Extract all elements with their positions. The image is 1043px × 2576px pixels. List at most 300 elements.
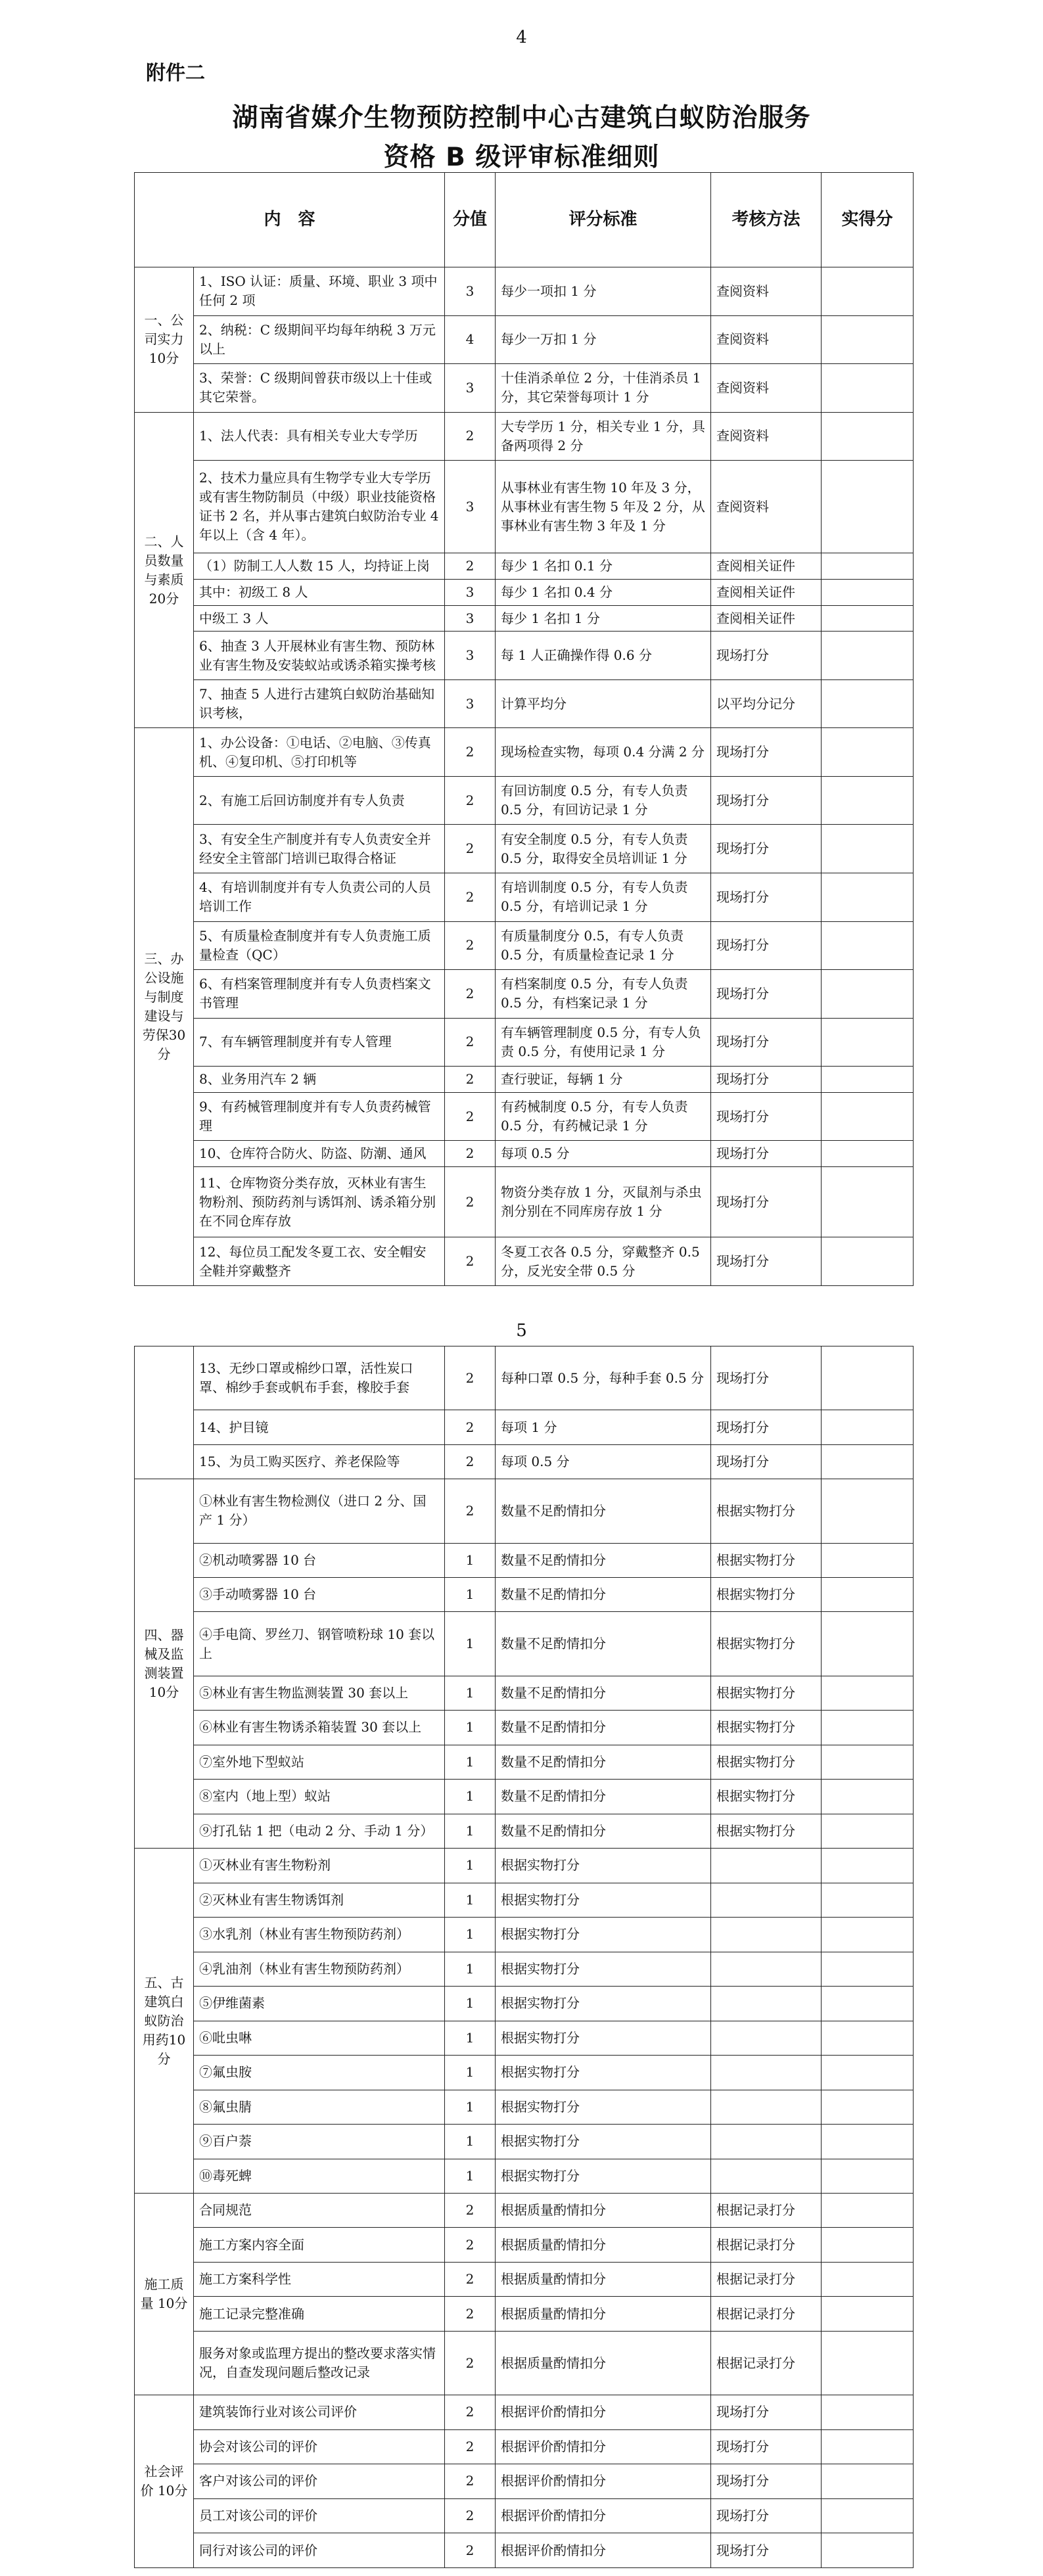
category-cell (135, 1346, 194, 1479)
method-cell: 根据记录打分 (711, 2194, 822, 2228)
actual-score-cell (822, 553, 914, 580)
header-content: 内 容 (135, 173, 445, 267)
method-cell: 现场打分 (711, 1018, 822, 1067)
actual-score-cell (822, 364, 914, 413)
method-cell: 查阅资料 (711, 461, 822, 553)
header-standard: 评分标准 (496, 173, 711, 267)
content-cell: 7、抽查 5 人进行古建筑白蚁防治基础知识考核， (194, 679, 445, 728)
table-row (135, 1987, 914, 2021)
standard-cell: 数量不足酌情扣分 (496, 1711, 711, 1745)
actual-score-cell (822, 1141, 914, 1167)
method-cell (711, 2056, 822, 2090)
table-row (135, 605, 914, 632)
score-cell: 2 (445, 1479, 496, 1543)
standard-cell: 数量不足酌情扣分 (496, 1745, 711, 1779)
method-cell: 查阅相关证件 (711, 605, 822, 632)
standard-cell: 每项 0.5 分 (496, 1141, 711, 1167)
actual-score-cell (822, 2331, 914, 2395)
score-cell: 1 (445, 1987, 496, 2021)
standard-cell: 根据质量酌情扣分 (496, 2194, 711, 2228)
actual-score-cell (822, 1067, 914, 1093)
score-cell: 1 (445, 2125, 496, 2159)
score-cell: 3 (445, 679, 496, 728)
method-cell: 查阅资料 (711, 364, 822, 413)
table-row (135, 1952, 914, 1986)
score-cell: 1 (445, 1612, 496, 1676)
actual-score-cell (822, 1814, 914, 1848)
content-cell: ①林业有害生物检测仪（进口 2 分、国产 1 分） (194, 1479, 445, 1543)
actual-score-cell (822, 2194, 914, 2228)
actual-score-cell (822, 2533, 914, 2568)
table-row (135, 2228, 914, 2262)
table-row (135, 1676, 914, 1710)
table-row (135, 1067, 914, 1093)
standard-cell: 根据实物打分 (496, 1883, 711, 1917)
table-row (135, 1780, 914, 1814)
score-cell: 1 (445, 2056, 496, 2090)
score-cell: 2 (445, 2533, 496, 2568)
standard-cell: 每少 1 名扣 0.4 分 (496, 580, 711, 606)
score-cell: 2 (445, 2194, 496, 2228)
method-cell: 根据记录打分 (711, 2228, 822, 2262)
content-cell: 客户对该公司的评价 (194, 2464, 445, 2498)
table-row (135, 2533, 914, 2568)
table-row (135, 728, 914, 777)
table-row (135, 553, 914, 580)
method-cell: 查阅资料 (711, 412, 822, 461)
actual-score-cell (822, 1883, 914, 1917)
standard-cell: 根据质量酌情扣分 (496, 2262, 711, 2296)
standard-cell: 数量不足酌情扣分 (496, 1780, 711, 1814)
score-cell: 3 (445, 267, 496, 316)
method-cell: 查阅资料 (711, 315, 822, 364)
table-row (135, 1018, 914, 1067)
content-cell: 10、仓库符合防火、防盗、防潮、通风 (194, 1141, 445, 1167)
content-cell: ⑤伊维菌素 (194, 1987, 445, 2021)
standard-cell: 根据实物打分 (496, 1918, 711, 1952)
standard-cell: 数量不足酌情扣分 (496, 1676, 711, 1710)
standard-cell: 查行驶证，每辆 1 分 (496, 1067, 711, 1093)
score-cell: 2 (445, 2228, 496, 2262)
document-title-line2: 资格 B 级评审标准细则 (383, 143, 660, 172)
actual-score-cell (822, 2125, 914, 2159)
standard-cell: 根据质量酌情扣分 (496, 2228, 711, 2262)
actual-score-cell (822, 873, 914, 922)
table-row (135, 1092, 914, 1141)
method-cell: 查阅相关证件 (711, 553, 822, 580)
actual-score-cell (822, 1711, 914, 1745)
table-row (135, 2194, 914, 2228)
standard-cell: 有档案制度 0.5 分，有专人负责 0.5 分，有档案记录 1 分 (496, 970, 711, 1019)
standard-cell: 有药械制度 0.5 分，有专人负责 0.5 分，有药械记录 1 分 (496, 1092, 711, 1141)
table-row (135, 1346, 914, 1410)
actual-score-cell (822, 1577, 914, 1611)
method-cell (711, 1883, 822, 1917)
content-cell: 13、无纱口罩或棉纱口罩，活性炭口罩、棉纱手套或帆布手套，橡胶手套 (194, 1346, 445, 1410)
score-cell: 1 (445, 1780, 496, 1814)
score-cell: 1 (445, 2021, 496, 2055)
standard-cell: 有培训制度 0.5 分，有专人负责 0.5 分，有培训记录 1 分 (496, 873, 711, 922)
score-cell: 1 (445, 1814, 496, 1848)
method-cell: 现场打分 (711, 970, 822, 1019)
actual-score-cell (822, 1167, 914, 1237)
content-cell: 同行对该公司的评价 (194, 2533, 445, 2568)
method-cell: 现场打分 (711, 921, 822, 970)
method-cell: 根据实物打分 (711, 1543, 822, 1577)
content-cell: 1、ISO 认证：质量、环境、职业 3 项中任何 2 项 (194, 267, 445, 316)
actual-score-cell (822, 1918, 914, 1952)
method-cell: 查阅相关证件 (711, 580, 822, 606)
score-cell: 2 (445, 1167, 496, 1237)
score-cell: 2 (445, 970, 496, 1019)
table-row (135, 2429, 914, 2464)
table-row (135, 315, 914, 364)
header-method: 考核方法 (711, 173, 822, 267)
actual-score-cell (822, 2498, 914, 2533)
table-row (135, 632, 914, 680)
method-cell: 根据记录打分 (711, 2331, 822, 2395)
method-cell: 现场打分 (711, 776, 822, 825)
content-cell: 7、有车辆管理制度并有专人管理 (194, 1018, 445, 1067)
score-cell: 3 (445, 605, 496, 632)
content-cell: 6、有档案管理制度并有专人负责档案文书管理 (194, 970, 445, 1019)
method-cell: 根据实物打分 (711, 1676, 822, 1710)
actual-score-cell (822, 1410, 914, 1444)
score-cell: 2 (445, 2297, 496, 2331)
table-row (135, 1612, 914, 1676)
table-row (135, 2464, 914, 2498)
content-cell: ⑤林业有害生物监测装置 30 套以上 (194, 1676, 445, 1710)
standard-cell: 数量不足酌情扣分 (496, 1577, 711, 1611)
header-score: 分值 (445, 173, 496, 267)
standard-cell: 根据实物打分 (496, 1849, 711, 1883)
score-cell: 2 (445, 1067, 496, 1093)
standard-cell: 有车辆管理制度 0.5 分，有专人负责 0.5 分，有使用记录 1 分 (496, 1018, 711, 1067)
method-cell: 现场打分 (711, 2498, 822, 2533)
method-cell: 根据实物打分 (711, 1814, 822, 1848)
actual-score-cell (822, 728, 914, 777)
table-row (135, 2331, 914, 2395)
score-cell: 1 (445, 1676, 496, 1710)
content-cell: 施工方案科学性 (194, 2262, 445, 2296)
score-cell: 2 (445, 921, 496, 970)
content-cell: ⑨百户萘 (194, 2125, 445, 2159)
table-row (135, 1543, 914, 1577)
content-cell: 5、有质量检查制度并有专人负责施工质量检查（QC） (194, 921, 445, 970)
page-number: 5 (516, 1321, 527, 1341)
category-cell: 四、器械及监测装置10分 (135, 1479, 194, 1849)
actual-score-cell (822, 776, 914, 825)
table-row (135, 2090, 914, 2124)
content-cell: ⑧氟虫腈 (194, 2090, 445, 2124)
actual-score-cell (822, 921, 914, 970)
method-cell (711, 2021, 822, 2055)
table-row (135, 2125, 914, 2159)
score-cell: 1 (445, 1745, 496, 1779)
table-row (135, 364, 914, 413)
score-cell: 2 (445, 2429, 496, 2464)
content-cell: 施工方案内容全面 (194, 2228, 445, 2262)
table-row (135, 267, 914, 316)
standard-cell: 大专学历 1 分，相关专业 1 分，具备两项得 2 分 (496, 412, 711, 461)
actual-score-cell (822, 2090, 914, 2124)
actual-score-cell (822, 970, 914, 1019)
method-cell: 根据实物打分 (711, 1780, 822, 1814)
content-cell: 2、纳税：C 级期间平均每年纳税 3 万元以上 (194, 315, 445, 364)
content-cell: 3、荣誉：C 级期间曾获市级以上十佳或其它荣誉。 (194, 364, 445, 413)
actual-score-cell (822, 679, 914, 728)
score-cell: 2 (445, 1444, 496, 1479)
score-cell: 2 (445, 1237, 496, 1286)
actual-score-cell (822, 580, 914, 606)
standard-cell: 物资分类存放 1 分，灭鼠剂与杀虫剂分别在不同库房存放 1 分 (496, 1167, 711, 1237)
method-cell: 根据实物打分 (711, 1577, 822, 1611)
score-cell: 2 (445, 1410, 496, 1444)
content-cell: 其中：初级工 8 人 (194, 580, 445, 606)
actual-score-cell (822, 2464, 914, 2498)
score-cell: 1 (445, 1952, 496, 1986)
table-row (135, 2297, 914, 2331)
method-cell (711, 1918, 822, 1952)
actual-score-cell (822, 632, 914, 680)
category-cell: 二、人员数量与素质20分 (135, 412, 194, 728)
content-cell: 中级工 3 人 (194, 605, 445, 632)
score-cell: 2 (445, 1346, 496, 1410)
standard-cell: 每少一万扣 1 分 (496, 315, 711, 364)
actual-score-cell (822, 1479, 914, 1543)
table-row (135, 412, 914, 461)
score-cell: 1 (445, 2159, 496, 2193)
table-row (135, 1918, 914, 1952)
actual-score-cell (822, 1745, 914, 1779)
actual-score-cell (822, 1849, 914, 1883)
standard-cell: 数量不足酌情扣分 (496, 1612, 711, 1676)
content-cell: ④乳油剂（林业有害生物预防药剂） (194, 1952, 445, 1986)
method-cell: 现场打分 (711, 1092, 822, 1141)
standard-cell: 从事林业有害生物 10 年及 3 分，从事林业有害生物 5 年及 2 分，从事林业有害生物 3 年及 1 分 (496, 461, 711, 553)
score-cell: 2 (445, 1141, 496, 1167)
score-cell: 1 (445, 1918, 496, 1952)
content-cell: ④手电筒、罗丝刀、钢管喷粉球 10 套以上 (194, 1612, 445, 1676)
actual-score-cell (822, 825, 914, 873)
table-row (135, 1410, 914, 1444)
actual-score-cell (822, 605, 914, 632)
content-cell: 15、为员工购买医疗、养老保险等 (194, 1444, 445, 1479)
actual-score-cell (822, 1780, 914, 1814)
actual-score-cell (822, 1018, 914, 1067)
content-cell: 员工对该公司的评价 (194, 2498, 445, 2533)
content-cell: 9、有药械管理制度并有专人负责药械管理 (194, 1092, 445, 1141)
content-cell: ③水乳剂（林业有害生物预防药剂） (194, 1918, 445, 1952)
standard-cell: 十佳消杀单位 2 分，十佳消杀员 1 分，其它荣誉每项计 1 分 (496, 364, 711, 413)
content-cell: 11、仓库物资分类存放，灭林业有害生物粉剂、预防药剂与诱饵剂、诱杀箱分别在不同仓库存放 (194, 1167, 445, 1237)
content-cell: 14、护目镜 (194, 1410, 445, 1444)
standard-cell: 每 1 人正确操作得 0.6 分 (496, 632, 711, 680)
actual-score-cell (822, 1346, 914, 1410)
standard-cell: 计算平均分 (496, 679, 711, 728)
standard-cell: 数量不足酌情扣分 (496, 1479, 711, 1543)
table-row (135, 776, 914, 825)
method-cell (711, 1952, 822, 1986)
actual-score-cell (822, 1543, 914, 1577)
table-row (135, 970, 914, 1019)
method-cell: 根据实物打分 (711, 1745, 822, 1779)
method-cell (711, 1849, 822, 1883)
page-number: 4 (516, 28, 527, 47)
attachment-label: 附件二 (146, 62, 205, 85)
method-cell: 根据实物打分 (711, 1612, 822, 1676)
standard-cell: 根据实物打分 (496, 2090, 711, 2124)
standard-cell: 数量不足酌情扣分 (496, 1543, 711, 1577)
score-cell: 3 (445, 580, 496, 606)
method-cell: 以平均分记分 (711, 679, 822, 728)
standard-cell: 每少 1 名扣 1 分 (496, 605, 711, 632)
method-cell: 现场打分 (711, 728, 822, 777)
score-cell: 2 (445, 776, 496, 825)
standard-cell: 根据实物打分 (496, 2021, 711, 2055)
method-cell: 现场打分 (711, 1167, 822, 1237)
score-cell: 4 (445, 315, 496, 364)
category-cell: 五、古建筑白蚁防治用药10分 (135, 1849, 194, 2194)
actual-score-cell (822, 1444, 914, 1479)
actual-score-cell (822, 2021, 914, 2055)
category-cell: 一、公司实力10分 (135, 267, 194, 413)
score-cell: 3 (445, 364, 496, 413)
actual-score-cell (822, 1987, 914, 2021)
content-cell: ⑦室外地下型蚁站 (194, 1745, 445, 1779)
actual-score-cell (822, 1237, 914, 1286)
standard-cell: 数量不足酌情扣分 (496, 1814, 711, 1848)
table-row (135, 461, 914, 553)
table-row (135, 1745, 914, 1779)
standard-cell: 每项 1 分 (496, 1410, 711, 1444)
standard-cell: 有质量制度分 0.5，有专人负责 0.5 分，有质量检查记录 1 分 (496, 921, 711, 970)
content-cell: ⑧室内（地上型）蚁站 (194, 1780, 445, 1814)
actual-score-cell (822, 2159, 914, 2193)
standard-cell: 有安全制度 0.5 分，有专人负责 0.5 分，取得安全员培训证 1 分 (496, 825, 711, 873)
standard-cell: 每种口罩 0.5 分，每种手套 0.5 分 (496, 1346, 711, 1410)
document-title-line1: 湖南省媒介生物预防控制中心古建筑白蚁防治服务 (232, 103, 811, 133)
table-row (135, 2395, 914, 2429)
method-cell: 现场打分 (711, 1346, 822, 1410)
score-cell: 2 (445, 825, 496, 873)
content-cell: ③手动喷雾器 10 台 (194, 1577, 445, 1611)
actual-score-cell (822, 2297, 914, 2331)
score-cell: 1 (445, 1883, 496, 1917)
score-cell: 1 (445, 1711, 496, 1745)
method-cell (711, 1987, 822, 2021)
score-cell: 3 (445, 461, 496, 553)
standard-cell: 根据质量酌情扣分 (496, 2297, 711, 2331)
standard-cell: 有回访制度 0.5 分，有专人负责 0.5 分，有回访记录 1 分 (496, 776, 711, 825)
table-row (135, 1711, 914, 1745)
table-row (135, 580, 914, 606)
standard-cell: 根据实物打分 (496, 2125, 711, 2159)
score-cell: 2 (445, 2498, 496, 2533)
standard-cell: 根据实物打分 (496, 2159, 711, 2193)
score-cell: 2 (445, 2262, 496, 2296)
table-row (135, 679, 914, 728)
method-cell: 查阅资料 (711, 267, 822, 316)
method-cell: 现场打分 (711, 1444, 822, 1479)
actual-score-cell (822, 267, 914, 316)
score-cell: 2 (445, 2331, 496, 2395)
score-cell: 2 (445, 2395, 496, 2429)
content-cell: ⑦氟虫胺 (194, 2056, 445, 2090)
content-cell: 1、法人代表：具有相关专业大专学历 (194, 412, 445, 461)
score-cell: 3 (445, 632, 496, 680)
method-cell: 现场打分 (711, 2464, 822, 2498)
standard-cell: 每少一项扣 1 分 (496, 267, 711, 316)
content-cell: 2、有施工后回访制度并有专人负责 (194, 776, 445, 825)
content-cell: ①灭林业有害生物粉剂 (194, 1849, 445, 1883)
standard-cell: 每项 0.5 分 (496, 1444, 711, 1479)
table-row (135, 873, 914, 922)
actual-score-cell (822, 2228, 914, 2262)
standard-cell: 每少 1 名扣 0.1 分 (496, 553, 711, 580)
score-cell: 1 (445, 1849, 496, 1883)
content-cell: 协会对该公司的评价 (194, 2429, 445, 2464)
method-cell: 现场打分 (711, 873, 822, 922)
standard-cell: 根据评价酌情扣分 (496, 2464, 711, 2498)
content-cell: 1、办公设备：①电话、②电脑、③传真机、④复印机、⑤打印机等 (194, 728, 445, 777)
content-cell: 6、抽查 3 人开展林业有害生物、预防林业有害生物及安装蚁站或诱杀箱实操考核 (194, 632, 445, 680)
content-cell: ②灭林业有害生物诱饵剂 (194, 1883, 445, 1917)
method-cell: 现场打分 (711, 1141, 822, 1167)
table-row (135, 2159, 914, 2193)
table-header-row (135, 173, 914, 267)
method-cell: 根据实物打分 (711, 1711, 822, 1745)
category-cell: 施工质量 10分 (135, 2194, 194, 2395)
method-cell: 现场打分 (711, 1237, 822, 1286)
score-cell: 1 (445, 1577, 496, 1611)
actual-score-cell (822, 2056, 914, 2090)
content-cell: 12、每位员工配发冬夏工衣、安全帽安全鞋并穿戴整齐 (194, 1237, 445, 1286)
content-cell: 合同规范 (194, 2194, 445, 2228)
standard-cell: 根据评价酌情扣分 (496, 2498, 711, 2533)
table-row (135, 2498, 914, 2533)
content-cell: 8、业务用汽车 2 辆 (194, 1067, 445, 1093)
table-row (135, 825, 914, 873)
method-cell (711, 2159, 822, 2193)
category-cell: 社会评价 10分 (135, 2395, 194, 2568)
table-row (135, 2021, 914, 2055)
method-cell: 现场打分 (711, 2429, 822, 2464)
table-row (135, 1237, 914, 1286)
table-row (135, 1141, 914, 1167)
header-actual: 实得分 (822, 173, 914, 267)
method-cell (711, 2125, 822, 2159)
standard-cell: 冬夏工衣各 0.5 分，穿戴整齐 0.5 分，反光安全带 0.5 分 (496, 1237, 711, 1286)
standard-cell: 根据评价酌情扣分 (496, 2395, 711, 2429)
actual-score-cell (822, 412, 914, 461)
content-cell: 服务对象或监理方提出的整改要求落实情况，自查发现问题后整改记录 (194, 2331, 445, 2395)
standard-cell: 根据质量酌情扣分 (496, 2331, 711, 2395)
actual-score-cell (822, 315, 914, 364)
score-cell: 2 (445, 873, 496, 922)
content-cell: 建筑装饰行业对该公司评价 (194, 2395, 445, 2429)
method-cell: 现场打分 (711, 2395, 822, 2429)
category-cell: 三、办公设施与制度建设与劳保30分 (135, 728, 194, 1286)
actual-score-cell (822, 2262, 914, 2296)
table-row (135, 1849, 914, 1883)
evaluation-table-page1 (134, 172, 914, 1286)
table-row (135, 2262, 914, 2296)
content-cell: ⑥林业有害生物诱杀箱装置 30 套以上 (194, 1711, 445, 1745)
method-cell: 根据实物打分 (711, 1479, 822, 1543)
actual-score-cell (822, 1952, 914, 1986)
actual-score-cell (822, 1676, 914, 1710)
